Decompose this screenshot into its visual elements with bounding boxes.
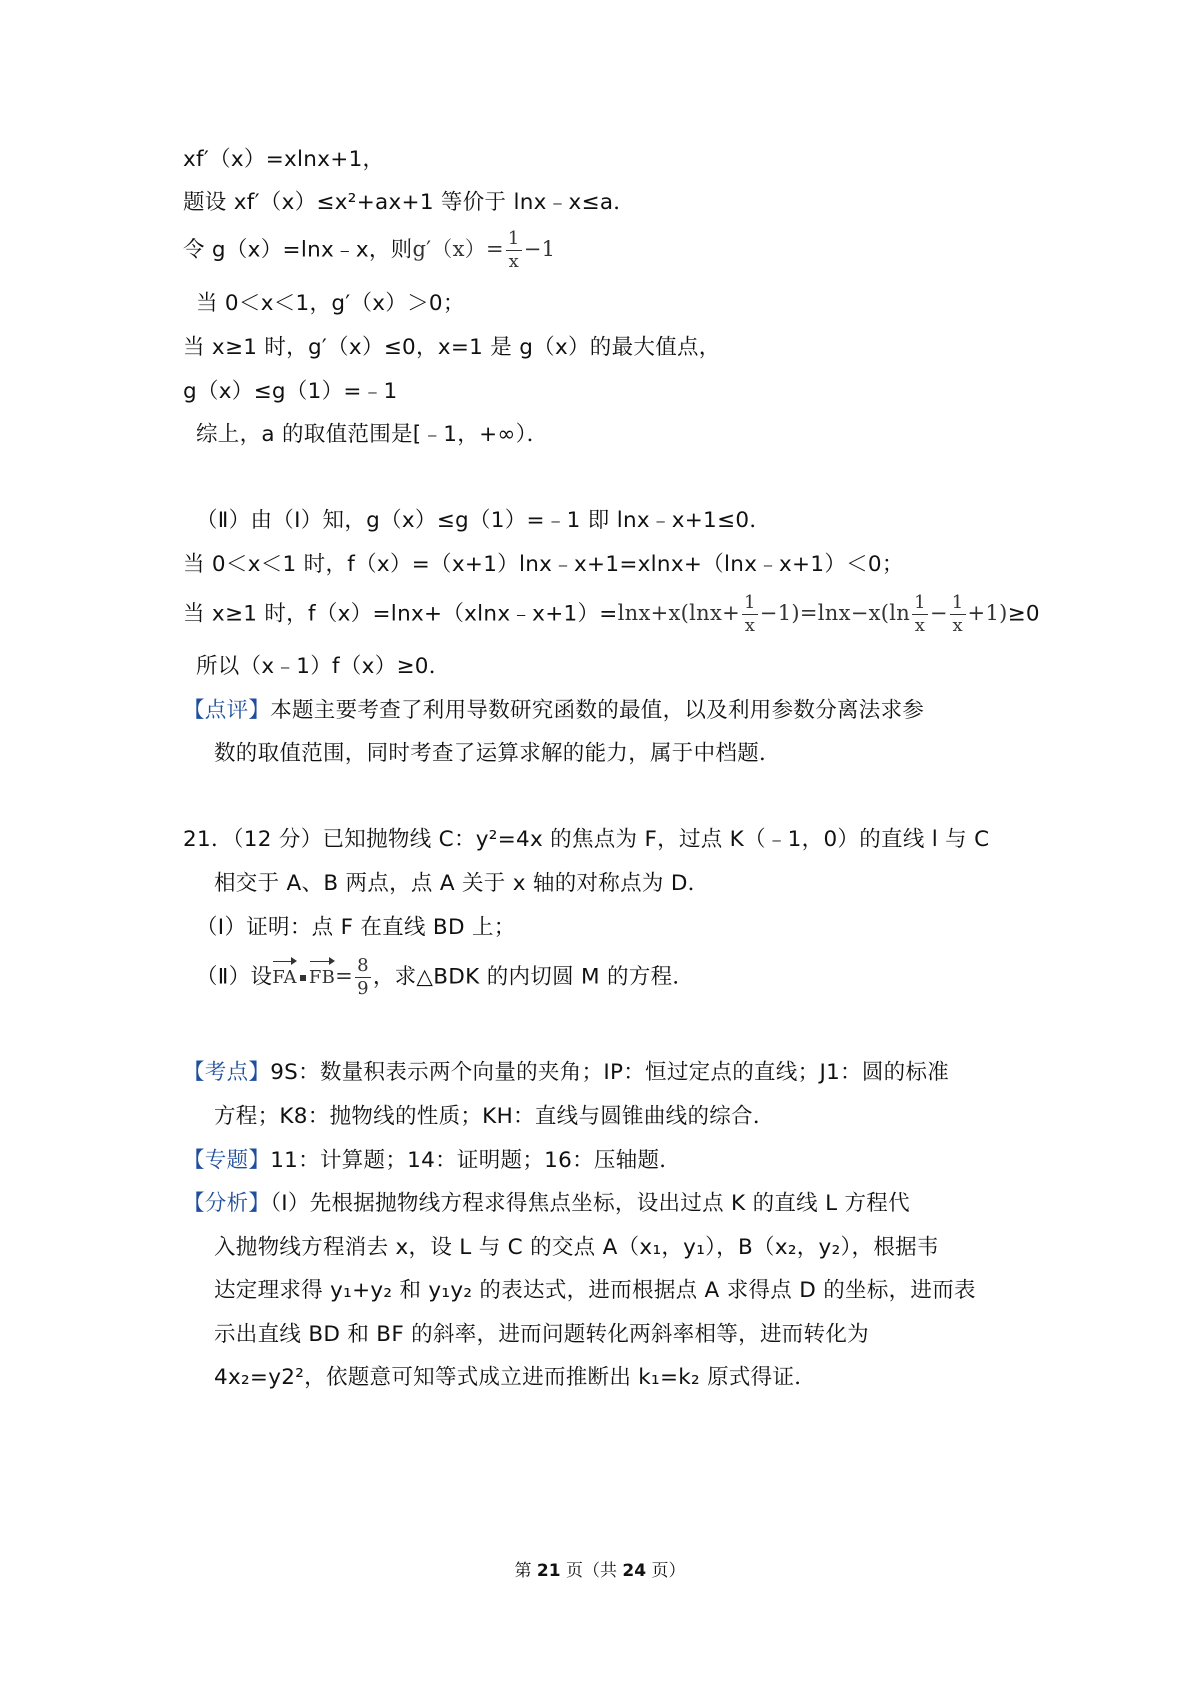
derivative-formula bbox=[412, 230, 555, 271]
vector-fa: FA bbox=[272, 964, 297, 992]
formula-text: +1) bbox=[967, 601, 1008, 625]
numerator: 1 bbox=[744, 592, 756, 613]
text-line bbox=[183, 594, 1040, 635]
analysis-tag: 【分析】 bbox=[183, 1191, 271, 1216]
text-line bbox=[196, 957, 694, 998]
text-line: （Ⅰ）证明：点 F 在直线 BD 上； bbox=[196, 915, 516, 940]
text-line: 综上，a 的取值范围是[﹣1，+∞）． bbox=[196, 422, 549, 447]
key-points-tag: 【考点】 bbox=[183, 1060, 271, 1085]
text-line: 当 x≥1 时，g′（x）≤0，x=1 是 g（x）的最大值点， bbox=[183, 335, 721, 360]
fraction bbox=[355, 957, 371, 998]
fraction bbox=[506, 230, 522, 271]
formula-text: −1 bbox=[523, 237, 556, 261]
expansion-formula bbox=[618, 594, 1008, 635]
line-text: （Ⅱ）设 bbox=[196, 964, 273, 990]
dot-product-formula bbox=[272, 957, 373, 998]
formula-text: −1)=lnx−x(ln bbox=[759, 601, 911, 625]
text-line: g（x）≤g（1）=﹣1 bbox=[183, 379, 398, 404]
numerator: 8 bbox=[357, 955, 369, 976]
question-title: 21．（12 分）已知抛物线 C：y²=4x 的焦点为 F，过点 K（﹣1，0）的直线 l 与 C bbox=[183, 827, 990, 852]
text-line: 达定理求得 y₁+y₂ 和 y₁y₂ 的表达式，进而根据点 A 求得点 D 的坐标，进而表 bbox=[214, 1278, 976, 1303]
text-line bbox=[183, 230, 555, 271]
text-line: 4x₂=y2²，依题意可知等式成立进而推断出 k₁=k₂ 原式得证． bbox=[214, 1365, 817, 1390]
vector-fb: FB bbox=[309, 964, 335, 992]
text-line bbox=[183, 697, 924, 725]
footer-text: 页（共 bbox=[566, 1561, 617, 1581]
line-text: 令 g（x）=lnx﹣x，则 bbox=[183, 237, 413, 263]
formula-text: g′（x）= bbox=[412, 237, 504, 261]
topic-tag: 【专题】 bbox=[183, 1148, 271, 1173]
denominator: x bbox=[744, 615, 756, 636]
line-text: 当 x≥1 时，f（x）=lnx+（xlnx﹣x+1）= bbox=[183, 601, 618, 627]
formula-text: = bbox=[335, 964, 354, 988]
page-footer bbox=[0, 1556, 1200, 1581]
footer-text: 页） bbox=[651, 1561, 686, 1581]
text-line: 方程；K8：抛物线的性质；KH：直线与圆锥曲线的综合． bbox=[214, 1104, 775, 1129]
text-line bbox=[183, 1147, 681, 1175]
line-text: ≥0 bbox=[1007, 601, 1040, 627]
numerator: 1 bbox=[951, 592, 964, 613]
numerator: 1 bbox=[507, 228, 520, 249]
text-line: 当 0＜x＜1 时，f（x）=（x+1）lnx﹣x+1=xlnx+（lnx﹣x+1）＜0； bbox=[183, 552, 904, 577]
line-text: 9S：数量积表示两个向量的夹角；IP：恒过定点的直线；J1：圆的标准 bbox=[270, 1060, 950, 1085]
denominator: 9 bbox=[357, 978, 369, 999]
numerator: 1 bbox=[914, 592, 926, 613]
denominator: x bbox=[952, 615, 963, 636]
line-text: ，求△BDK 的内切圆 M 的方程． bbox=[372, 964, 695, 990]
text-line: 相交于 A、B 两点，点 A 关于 x 轴的对称点为 D． bbox=[214, 871, 710, 896]
denominator: x bbox=[914, 615, 926, 636]
denominator: x bbox=[508, 251, 520, 272]
text-line: xf′（x）=xlnx+1， bbox=[183, 147, 385, 172]
text-line bbox=[183, 1059, 949, 1087]
formula-text: − bbox=[929, 601, 948, 625]
text-line: 题设 xf′（x）≤x²+ax+1 等价于 lnx﹣x≤a． bbox=[183, 190, 636, 215]
line-text: 11：计算题；14：证明题；16：压轴题． bbox=[270, 1148, 682, 1173]
text-line: 入抛物线方程消去 x，设 L 与 C 的交点 A（x₁，y₁），B（x₂，y₂），根据韦 bbox=[214, 1235, 939, 1260]
dot-operator bbox=[300, 975, 306, 981]
line-text: 本题主要考查了利用导数研究函数的最值，以及利用参数分离法求参 bbox=[270, 698, 925, 723]
footer-text: 第 bbox=[514, 1561, 532, 1581]
page-number: 21 bbox=[536, 1561, 561, 1581]
text-line bbox=[183, 1190, 910, 1218]
text-line: 示出直线 BD 和 BF 的斜率，进而问题转化两斜率相等，进而转化为 bbox=[214, 1322, 869, 1347]
text-line: 所以（x﹣1）f（x）≥0． bbox=[196, 654, 451, 679]
text-line: 数的取值范围，同时考查了运算求解的能力，属于中档题． bbox=[214, 741, 781, 766]
fraction bbox=[950, 594, 966, 635]
fraction bbox=[742, 594, 758, 635]
text-line: 当 0＜x＜1，g′（x）＞0； bbox=[196, 291, 465, 316]
comment-tag: 【点评】 bbox=[183, 698, 271, 723]
text-line: （Ⅱ）由（Ⅰ）知，g（x）≤g（1）=﹣1 即 lnx﹣x+1≤0． bbox=[196, 508, 772, 533]
total-pages: 24 bbox=[622, 1561, 647, 1581]
formula-text: lnx+x(lnx+ bbox=[617, 601, 741, 625]
fraction bbox=[912, 594, 928, 635]
line-text: （Ⅰ）先根据抛物线方程求得焦点坐标，设出过点 K 的直线 L 方程代 bbox=[270, 1191, 910, 1216]
